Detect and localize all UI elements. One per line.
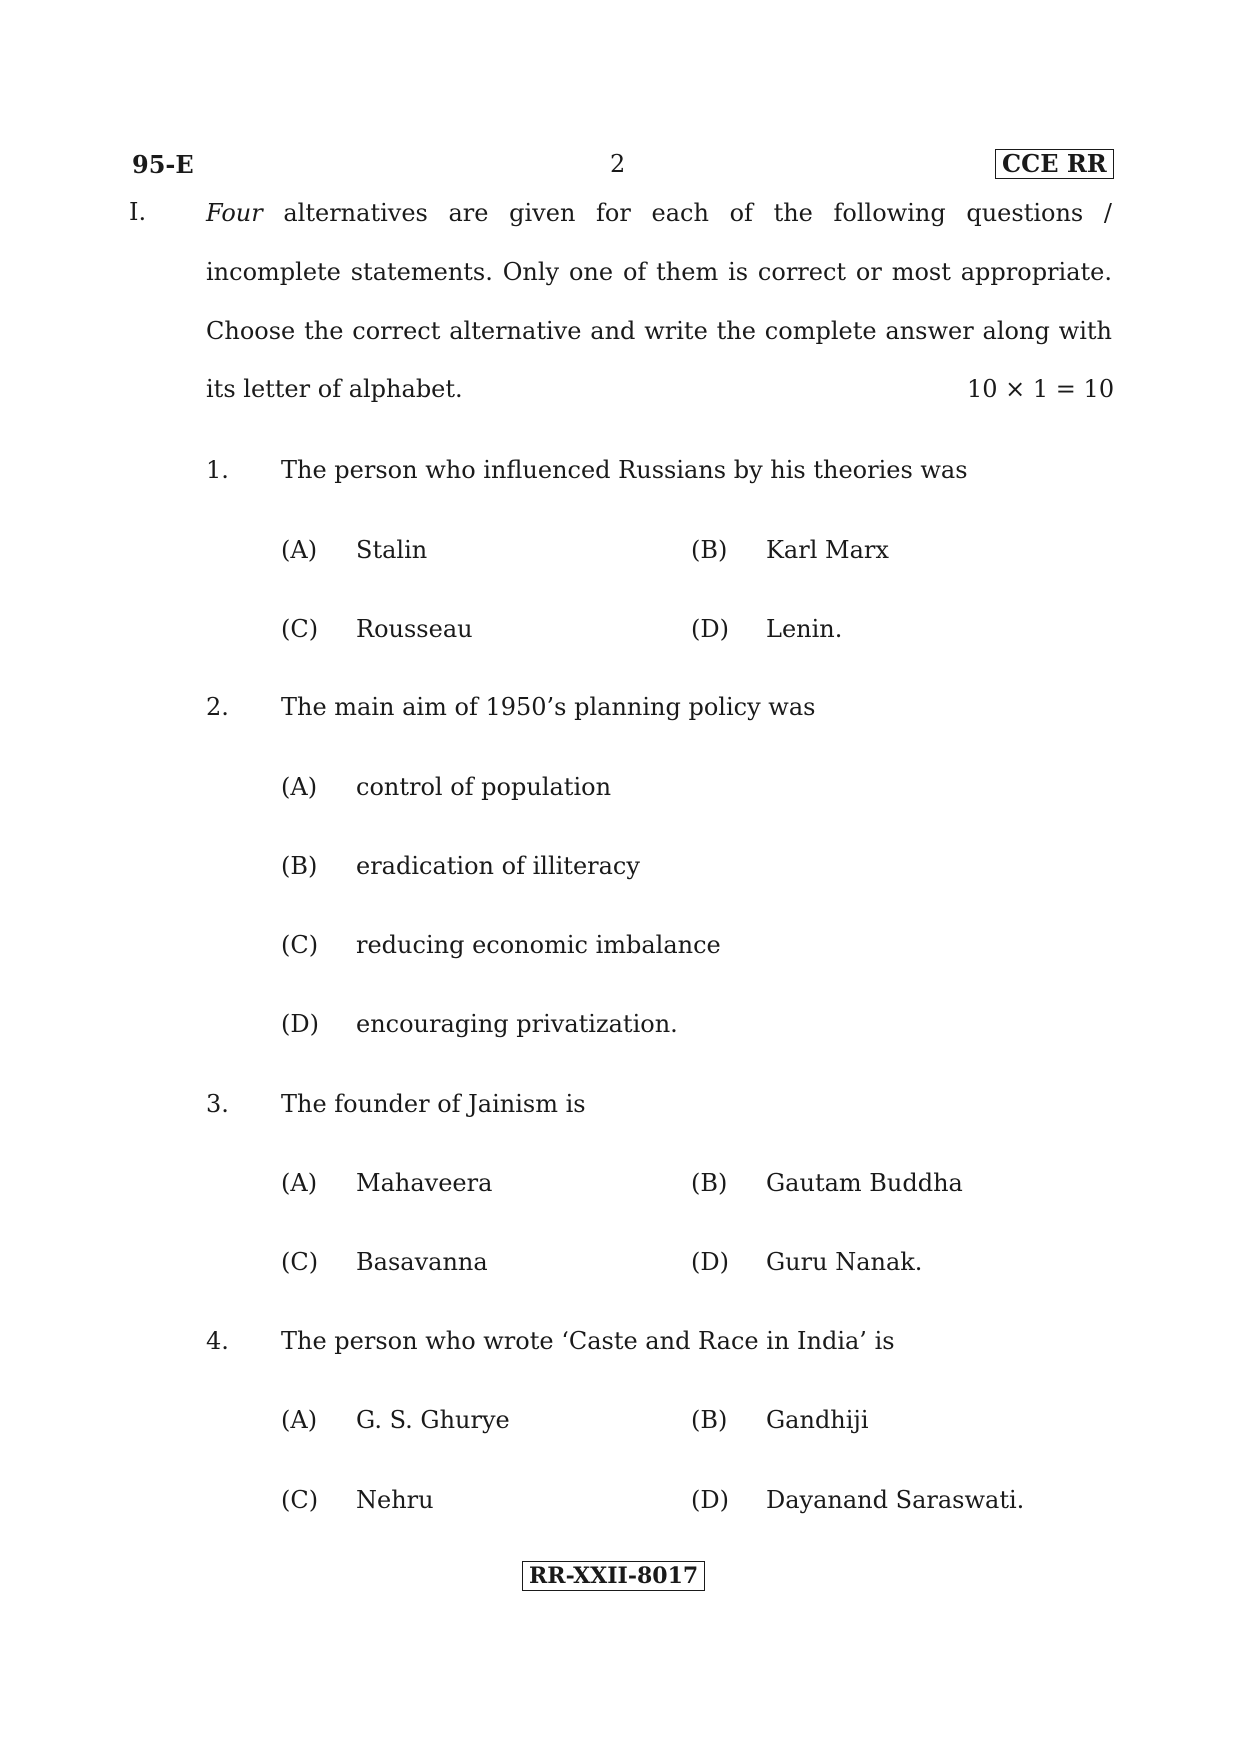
option-letter: (B): [691, 536, 728, 564]
option-text: Rousseau: [356, 615, 473, 643]
option-letter: (C): [281, 931, 319, 959]
instruction-line-2: incomplete statements. Only one of them is correct or most appropriate.: [206, 258, 1112, 286]
option-text: Mahaveera: [356, 1169, 493, 1197]
question-number: 3.: [206, 1090, 229, 1118]
marks-allocation: 10 × 1 = 10: [967, 375, 1115, 403]
section-numeral: I.: [129, 198, 147, 226]
option-letter: (C): [281, 615, 319, 643]
question-number: 1.: [206, 456, 229, 484]
instruction-line-3: Choose the correct alternative and write the complete answer along with: [206, 317, 1112, 345]
option-text: Gandhiji: [766, 1406, 869, 1434]
option-text: reducing economic imbalance: [356, 931, 721, 959]
option-text: Gautam Buddha: [766, 1169, 963, 1197]
option-letter: (A): [281, 773, 318, 801]
option-letter: (A): [281, 1406, 318, 1434]
option-letter: (C): [281, 1486, 319, 1514]
series-box: CCE RR: [995, 149, 1114, 179]
option-letter: (D): [691, 1486, 729, 1514]
question-text: The person who wrote ‘Caste and Race in India’ is: [281, 1327, 895, 1355]
option-letter: (D): [281, 1010, 319, 1038]
instruction-line-1: [206, 198, 1112, 228]
question-text: The main aim of 1950’s planning policy was: [281, 693, 816, 721]
instruction-lead-word: Four: [206, 199, 263, 227]
option-text: Nehru: [356, 1486, 434, 1514]
option-text: Karl Marx: [766, 536, 889, 564]
question-text: The person who influenced Russians by his theories was: [281, 456, 968, 484]
page-number: 2: [610, 150, 626, 178]
option-text: G. S. Ghurye: [356, 1406, 510, 1434]
option-letter: (A): [281, 536, 318, 564]
question-number: 2.: [206, 693, 229, 721]
option-text: Dayanand Saraswati.: [766, 1486, 1025, 1514]
option-text: Lenin.: [766, 615, 843, 643]
option-letter: (B): [281, 852, 318, 880]
instruction-line-1-rest: alternatives are given for each of the following questions /: [283, 199, 1112, 227]
instruction-line-4: its letter of alphabet.: [206, 375, 463, 403]
option-text: control of population: [356, 773, 612, 801]
option-letter: (B): [691, 1169, 728, 1197]
question-text: The founder of Jainism is: [281, 1090, 586, 1118]
option-letter: (D): [691, 1248, 729, 1276]
footer-code-box: RR-XXII-8017: [522, 1561, 705, 1591]
option-text: eradication of illiteracy: [356, 852, 640, 880]
option-text: Guru Nanak.: [766, 1248, 923, 1276]
option-text: encouraging privatization.: [356, 1010, 678, 1038]
option-letter: (D): [691, 615, 729, 643]
option-text: Basavanna: [356, 1248, 488, 1276]
option-letter: (A): [281, 1169, 318, 1197]
paper-code: 95-E: [132, 150, 194, 179]
option-text: Stalin: [356, 536, 428, 564]
option-letter: (C): [281, 1248, 319, 1276]
question-number: 4.: [206, 1327, 229, 1355]
option-letter: (B): [691, 1406, 728, 1434]
